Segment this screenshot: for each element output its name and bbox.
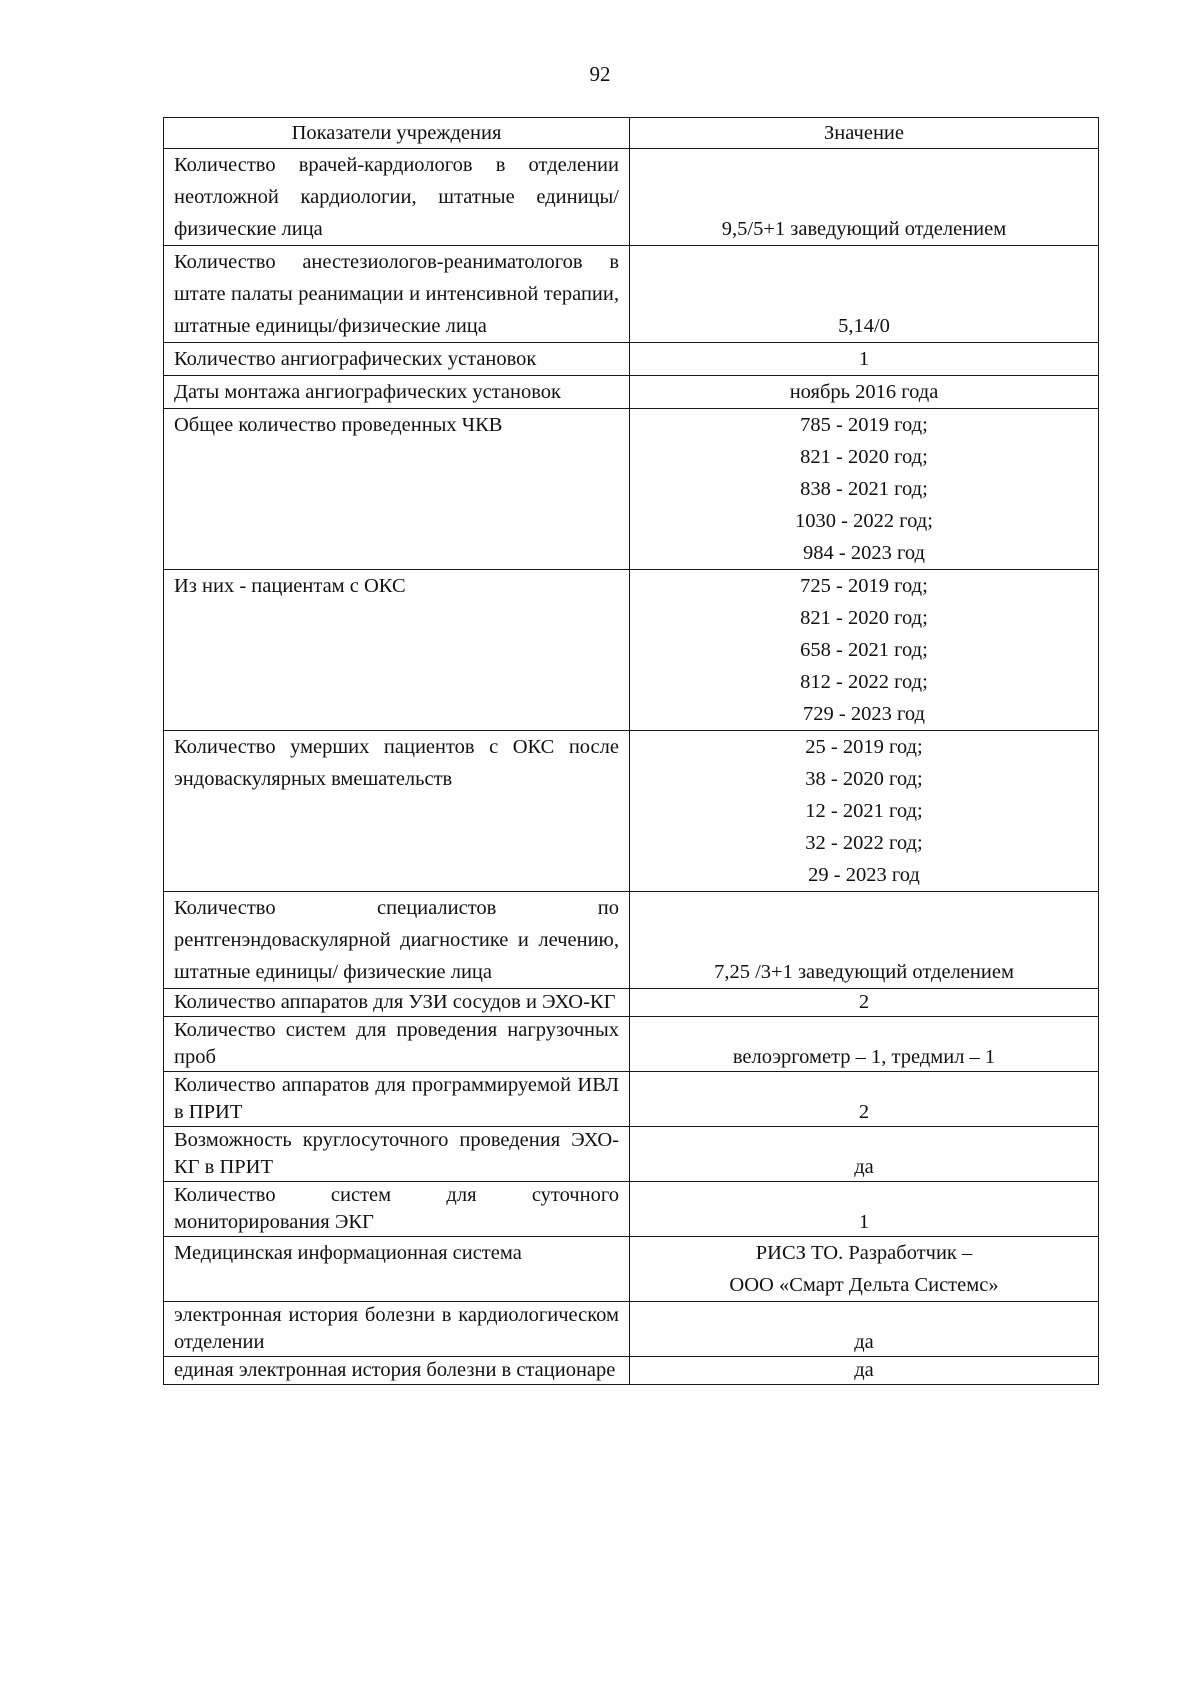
table-row	[164, 246, 1099, 343]
page-number: 92	[589, 62, 611, 86]
value-line: 1	[858, 1211, 870, 1233]
value-line: 38 - 2020 год;	[805, 768, 923, 790]
indicator-label: Количество систем для проведения нагрузочных проб	[164, 1017, 630, 1072]
indicator-label: Из них - пациентам с ОКС	[164, 570, 630, 731]
indicator-value	[630, 989, 1099, 1017]
table-row	[164, 1237, 1099, 1302]
indicator-value	[630, 731, 1099, 892]
indicator-label: Количество врачей-кардиологов в отделении неотложной кардиологии, штатные единицы/физические лица	[164, 149, 630, 246]
table-row	[164, 1127, 1099, 1182]
value-line: 812 - 2022 год;	[800, 671, 928, 693]
value-line: 658 - 2021 год;	[800, 639, 928, 661]
indicator-value	[630, 409, 1099, 570]
indicator-value	[630, 1357, 1099, 1385]
value-line: 2	[858, 991, 870, 1013]
table-row	[164, 149, 1099, 246]
indicator-label: Количество специалистов по рентгенэндоваскулярной диагностике и лечению, штатные единицы/ физические лица	[164, 892, 630, 989]
value-line: велоэргометр – 1, тредмил – 1	[732, 1046, 996, 1068]
indicator-label: Медицинская информационная система	[164, 1237, 630, 1302]
table-row	[164, 343, 1099, 376]
indicator-value	[630, 246, 1099, 343]
table-row	[164, 1302, 1099, 1357]
indicator-label: Количество аппаратов для УЗИ сосудов и ЭХО-КГ	[164, 989, 630, 1017]
value-line: 9,5/5+1 заведующий отделением	[721, 218, 1007, 240]
indicator-label: Общее количество проведенных ЧКВ	[164, 409, 630, 570]
table-row	[164, 731, 1099, 892]
indicator-value	[630, 1302, 1099, 1357]
indicator-label: единая электронная история болезни в стационаре	[164, 1357, 630, 1385]
table-row	[164, 892, 1099, 989]
indicator-value	[630, 376, 1099, 409]
table-row	[164, 1182, 1099, 1237]
value-line: 984 - 2023 год	[803, 542, 925, 564]
value-line: да	[854, 1331, 874, 1353]
value-line: 32 - 2022 год;	[805, 832, 923, 854]
value-line: 725 - 2019 год;	[800, 575, 928, 597]
value-line: 821 - 2020 год;	[800, 446, 928, 468]
value-line: ноябрь 2016 года	[789, 381, 939, 403]
indicator-value	[630, 1127, 1099, 1182]
table-row	[164, 1072, 1099, 1127]
value-line: 838 - 2021 год;	[800, 478, 928, 500]
table-row	[164, 989, 1099, 1017]
indicator-value	[630, 1182, 1099, 1237]
value-line: 1030 - 2022 год;	[795, 510, 933, 532]
indicator-label: Количество систем для суточного мониторирования ЭКГ	[164, 1182, 630, 1237]
indicator-value	[630, 1017, 1099, 1072]
indicator-value	[630, 149, 1099, 246]
indicator-value	[630, 1237, 1099, 1302]
value-line: 29 - 2023 год	[808, 864, 920, 886]
indicator-label: Количество умерших пациентов с ОКС после эндоваскулярных вмешательств	[164, 731, 630, 892]
table-row	[164, 1357, 1099, 1385]
table-row	[164, 1017, 1099, 1072]
indicator-label: Количество анестезиологов-реаниматологов в штате палаты реанимации и интенсивной терапии, штатные единицы/физические лица	[164, 246, 630, 343]
indicator-label: Количество ангиографических установок	[164, 343, 630, 376]
table-row	[164, 570, 1099, 731]
indicator-label: Даты монтажа ангиографических установок	[164, 376, 630, 409]
indicators-table	[163, 117, 1099, 1385]
header-indicators: Показатели учреждения	[164, 118, 630, 149]
table-row	[164, 409, 1099, 570]
indicator-value	[630, 1072, 1099, 1127]
value-line: РИСЗ ТО. Разработчик –	[755, 1242, 973, 1264]
value-line: 1	[858, 348, 870, 370]
indicator-label: Возможность круглосуточного проведения ЭХО-КГ в ПРИТ	[164, 1127, 630, 1182]
indicator-value	[630, 570, 1099, 731]
value-line: 7,25 /3+1 заведующий отделением	[714, 961, 1014, 983]
value-line: 5,14/0	[838, 315, 890, 337]
value-line: да	[854, 1156, 874, 1178]
value-line: 821 - 2020 год;	[800, 607, 928, 629]
indicator-value	[630, 892, 1099, 989]
value-line: 785 - 2019 год;	[800, 414, 928, 436]
indicator-value	[630, 343, 1099, 376]
table-header-row	[164, 118, 1099, 149]
value-line: да	[854, 1359, 874, 1381]
indicator-label: Количество аппаратов для программируемой ИВЛ в ПРИТ	[164, 1072, 630, 1127]
header-value: Значение	[630, 118, 1099, 149]
indicator-label: электронная история болезни в кардиологическом отделении	[164, 1302, 630, 1357]
value-line: 2	[858, 1101, 870, 1123]
value-line: 729 - 2023 год	[803, 703, 925, 725]
value-line: ООО «Смарт Дельта Системс»	[729, 1274, 999, 1296]
value-line: 12 - 2021 год;	[805, 800, 923, 822]
value-line: 25 - 2019 год;	[805, 736, 923, 758]
table-row	[164, 376, 1099, 409]
